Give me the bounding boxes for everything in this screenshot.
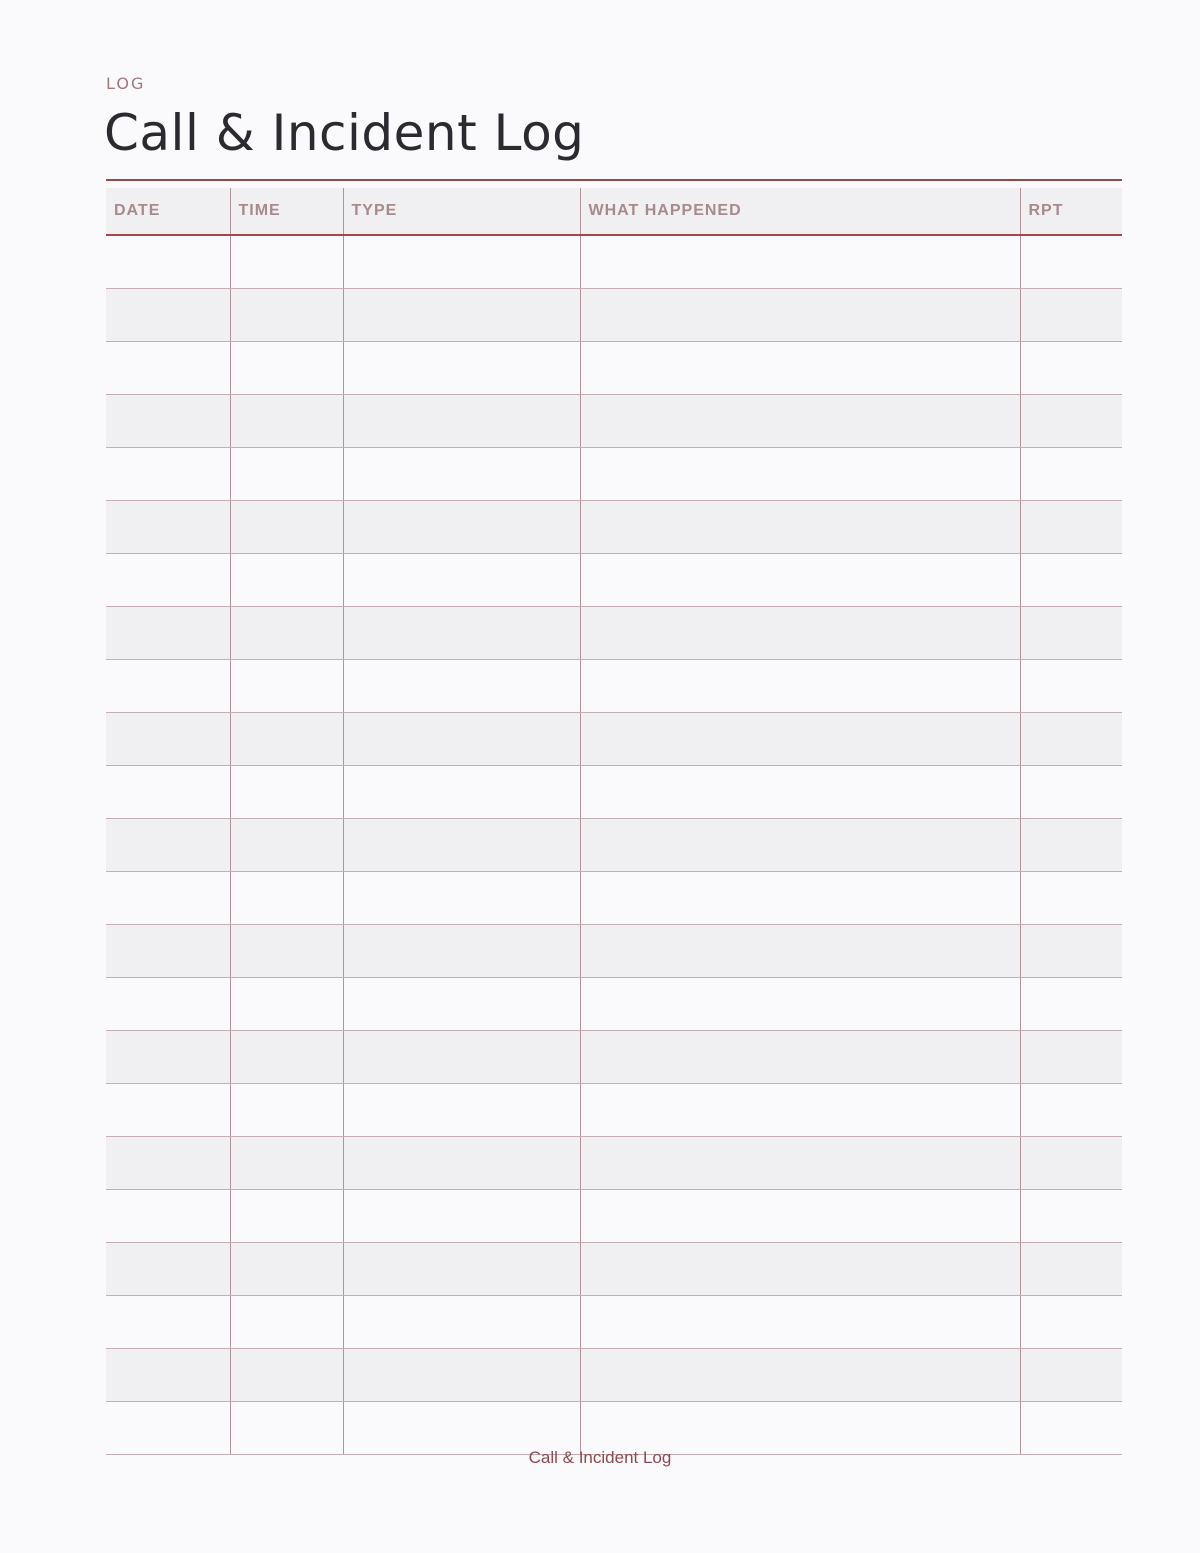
- table-row: [106, 1190, 1122, 1243]
- table-row: [106, 448, 1122, 501]
- column-header-rpt: RPT: [1020, 188, 1122, 235]
- cell-time[interactable]: [230, 872, 343, 925]
- cell-what-happened[interactable]: [580, 713, 1020, 766]
- cell-rpt[interactable]: [1020, 872, 1122, 925]
- cell-date[interactable]: [106, 395, 230, 448]
- cell-rpt[interactable]: [1020, 289, 1122, 342]
- cell-rpt[interactable]: [1020, 448, 1122, 501]
- cell-what-happened[interactable]: [580, 1296, 1020, 1349]
- cell-date[interactable]: [106, 501, 230, 554]
- cell-rpt[interactable]: [1020, 395, 1122, 448]
- cell-type[interactable]: [343, 925, 580, 978]
- table-header: [106, 188, 1122, 235]
- cell-rpt[interactable]: [1020, 342, 1122, 395]
- table-row: [106, 235, 1122, 289]
- table-row: [106, 1349, 1122, 1402]
- table-row: [106, 925, 1122, 978]
- cell-time[interactable]: [230, 289, 343, 342]
- cell-date[interactable]: [106, 289, 230, 342]
- cell-date[interactable]: [106, 1349, 230, 1402]
- cell-what-happened[interactable]: [580, 660, 1020, 713]
- cell-time[interactable]: [230, 1084, 343, 1137]
- cell-type[interactable]: [343, 978, 580, 1031]
- cell-what-happened[interactable]: [580, 1084, 1020, 1137]
- table-row: [106, 978, 1122, 1031]
- cell-rpt[interactable]: [1020, 978, 1122, 1031]
- cell-date[interactable]: [106, 554, 230, 607]
- cell-what-happened[interactable]: [580, 872, 1020, 925]
- cell-time[interactable]: [230, 1190, 343, 1243]
- cell-rpt[interactable]: [1020, 713, 1122, 766]
- cell-what-happened[interactable]: [580, 1137, 1020, 1190]
- cell-type[interactable]: [343, 766, 580, 819]
- cell-type[interactable]: [343, 1084, 580, 1137]
- cell-date[interactable]: [106, 235, 230, 289]
- cell-what-happened[interactable]: [580, 501, 1020, 554]
- cell-what-happened[interactable]: [580, 766, 1020, 819]
- cell-date[interactable]: [106, 448, 230, 501]
- cell-type[interactable]: [343, 1190, 580, 1243]
- eyebrow-label: LOG: [106, 74, 146, 93]
- table-row: [106, 872, 1122, 925]
- cell-what-happened[interactable]: [580, 978, 1020, 1031]
- cell-type[interactable]: [343, 819, 580, 872]
- cell-what-happened[interactable]: [580, 342, 1020, 395]
- cell-rpt[interactable]: [1020, 1190, 1122, 1243]
- cell-type[interactable]: [343, 501, 580, 554]
- cell-rpt[interactable]: [1020, 1349, 1122, 1402]
- table-row: [106, 289, 1122, 342]
- cell-date[interactable]: [106, 1137, 230, 1190]
- cell-time[interactable]: [230, 819, 343, 872]
- cell-what-happened[interactable]: [580, 819, 1020, 872]
- cell-what-happened[interactable]: [580, 1402, 1020, 1455]
- cell-time[interactable]: [230, 395, 343, 448]
- column-header-what-happened: WHAT HAPPENED: [580, 188, 1020, 235]
- cell-date[interactable]: [106, 1190, 230, 1243]
- cell-type[interactable]: [343, 1137, 580, 1190]
- cell-what-happened[interactable]: [580, 1190, 1020, 1243]
- header-row: [106, 188, 1122, 235]
- cell-what-happened[interactable]: [580, 1031, 1020, 1084]
- cell-type[interactable]: [343, 713, 580, 766]
- cell-type[interactable]: [343, 1402, 580, 1455]
- cell-type[interactable]: [343, 448, 580, 501]
- column-header-date: DATE: [106, 188, 230, 235]
- cell-time[interactable]: [230, 660, 343, 713]
- table-row: [106, 819, 1122, 872]
- cell-time[interactable]: [230, 342, 343, 395]
- cell-rpt[interactable]: [1020, 766, 1122, 819]
- cell-date[interactable]: [106, 1031, 230, 1084]
- cell-type[interactable]: [343, 235, 580, 289]
- table-row: [106, 501, 1122, 554]
- table-row: [106, 1084, 1122, 1137]
- cell-date[interactable]: [106, 713, 230, 766]
- cell-rpt[interactable]: [1020, 1084, 1122, 1137]
- cell-type[interactable]: [343, 660, 580, 713]
- cell-time[interactable]: [230, 501, 343, 554]
- cell-what-happened[interactable]: [580, 289, 1020, 342]
- cell-type[interactable]: [343, 1031, 580, 1084]
- cell-rpt[interactable]: [1020, 819, 1122, 872]
- table-row: [106, 766, 1122, 819]
- cell-time[interactable]: [230, 1402, 343, 1455]
- column-header-type: TYPE: [343, 188, 580, 235]
- table-row: [106, 395, 1122, 448]
- cell-date[interactable]: [106, 1243, 230, 1296]
- cell-type[interactable]: [343, 607, 580, 660]
- cell-date[interactable]: [106, 819, 230, 872]
- cell-type[interactable]: [343, 1349, 580, 1402]
- cell-type[interactable]: [343, 872, 580, 925]
- page-footer: Call & Incident Log: [528, 1448, 672, 1467]
- cell-rpt[interactable]: [1020, 1137, 1122, 1190]
- table-row: [106, 1296, 1122, 1349]
- log-table: [106, 188, 1122, 1455]
- cell-date[interactable]: [106, 978, 230, 1031]
- table-row: [106, 1031, 1122, 1084]
- cell-time[interactable]: [230, 1349, 343, 1402]
- cell-what-happened[interactable]: [580, 925, 1020, 978]
- cell-type[interactable]: [343, 554, 580, 607]
- cell-type[interactable]: [343, 395, 580, 448]
- table-row: [106, 713, 1122, 766]
- page-title: Call & Incident Log: [104, 104, 585, 162]
- cell-rpt[interactable]: [1020, 235, 1122, 289]
- table-row: [106, 660, 1122, 713]
- cell-date[interactable]: [106, 1084, 230, 1137]
- cell-date[interactable]: [106, 766, 230, 819]
- table-row: [106, 1137, 1122, 1190]
- table-row: [106, 554, 1122, 607]
- column-header-time: TIME: [230, 188, 343, 235]
- cell-date[interactable]: [106, 607, 230, 660]
- cell-rpt[interactable]: [1020, 1243, 1122, 1296]
- cell-type[interactable]: [343, 1296, 580, 1349]
- cell-time[interactable]: [230, 235, 343, 289]
- table-row: [106, 607, 1122, 660]
- cell-rpt[interactable]: [1020, 1402, 1122, 1455]
- cell-type[interactable]: [343, 1243, 580, 1296]
- table-row: [106, 1243, 1122, 1296]
- cell-rpt[interactable]: [1020, 554, 1122, 607]
- cell-rpt[interactable]: [1020, 1296, 1122, 1349]
- title-divider: [106, 179, 1122, 181]
- cell-what-happened[interactable]: [580, 1349, 1020, 1402]
- cell-what-happened[interactable]: [580, 448, 1020, 501]
- cell-time[interactable]: [230, 713, 343, 766]
- cell-time[interactable]: [230, 766, 343, 819]
- table-row: [106, 342, 1122, 395]
- cell-time[interactable]: [230, 1137, 343, 1190]
- cell-type[interactable]: [343, 289, 580, 342]
- cell-rpt[interactable]: [1020, 501, 1122, 554]
- cell-time[interactable]: [230, 1296, 343, 1349]
- cell-date[interactable]: [106, 872, 230, 925]
- cell-what-happened[interactable]: [580, 395, 1020, 448]
- cell-what-happened[interactable]: [580, 1243, 1020, 1296]
- cell-time[interactable]: [230, 1243, 343, 1296]
- cell-rpt[interactable]: [1020, 607, 1122, 660]
- cell-date[interactable]: [106, 925, 230, 978]
- table-row: [106, 1402, 1122, 1455]
- cell-date[interactable]: [106, 1402, 230, 1455]
- cell-time[interactable]: [230, 925, 343, 978]
- cell-rpt[interactable]: [1020, 1031, 1122, 1084]
- cell-rpt[interactable]: [1020, 660, 1122, 713]
- cell-time[interactable]: [230, 448, 343, 501]
- cell-what-happened[interactable]: [580, 607, 1020, 660]
- cell-time[interactable]: [230, 607, 343, 660]
- cell-time[interactable]: [230, 1031, 343, 1084]
- cell-date[interactable]: [106, 342, 230, 395]
- cell-what-happened[interactable]: [580, 235, 1020, 289]
- cell-what-happened[interactable]: [580, 554, 1020, 607]
- cell-date[interactable]: [106, 660, 230, 713]
- cell-time[interactable]: [230, 554, 343, 607]
- table-body: [106, 235, 1122, 1455]
- cell-time[interactable]: [230, 978, 343, 1031]
- cell-type[interactable]: [343, 342, 580, 395]
- cell-date[interactable]: [106, 1296, 230, 1349]
- cell-rpt[interactable]: [1020, 925, 1122, 978]
